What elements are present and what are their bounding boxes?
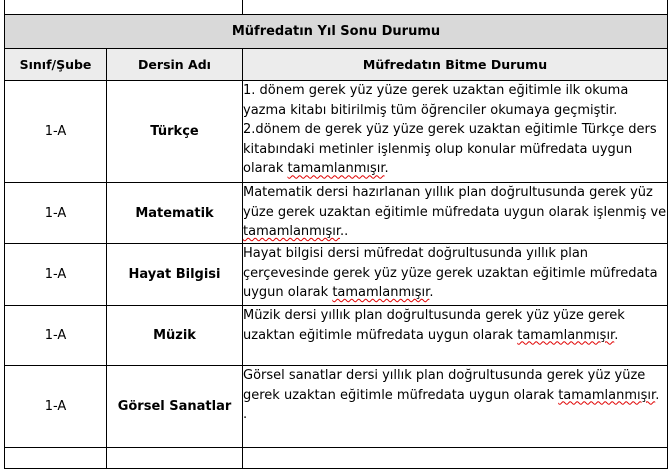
table-row [5, 183, 668, 244]
status-cell [243, 366, 668, 448]
status-cell [243, 244, 668, 306]
status-text: Hayat bilgisi dersi müfredat doğrultusunda yıllık plan çerçevesinde gerek yüz yüze gerek uzaktan eğitimle müfredata uygun olarak [243, 246, 658, 301]
spellcheck-flagged-word: tamamlanmışır [517, 327, 615, 343]
previous-table-row [5, 0, 668, 15]
spellcheck-flagged-word: tamamlanmışır [287, 161, 385, 177]
class-cell: 1-A [5, 306, 107, 366]
status-text: Görsel sanatlar dersi yıllık plan doğrultusunda gerek yüz yüze gerek uzaktan eğitimle müfredata uygun olarak [243, 368, 646, 403]
table-row [5, 81, 668, 183]
status-end: . [429, 285, 434, 301]
header-status: Müfredatın Bitme Durumu [243, 49, 668, 81]
status-cell [243, 183, 668, 244]
status-end: .. [340, 224, 349, 240]
subject-cell: Türkçe [107, 81, 243, 183]
status-text: Müzik dersi yıllık plan doğrultusunda gerek yüz yüze gerek uzaktan eğitimle müfredata uygun olarak [243, 308, 625, 343]
table-row [5, 366, 668, 448]
class-cell: 1-A [5, 244, 107, 306]
class-cell: 1-A [5, 366, 107, 448]
status-extra: . [243, 407, 248, 423]
status-text: 1. dönem gerek yüz yüze gerek uzaktan eğitimle ilk okuma yazma kitabı bitirilmiş tüm öğrenciler okumaya geçmiştir. 2.dönem de gerek yüz yüze gerek uzaktan eğitimle Türkçe ders kitabındaki metinler işlenmiş olup konular müfredata uygun olarak [243, 83, 657, 177]
table-row [5, 306, 668, 366]
spellcheck-flagged-word: tamamlanmışır [558, 387, 656, 403]
class-cell: 1-A [5, 81, 107, 183]
status-end: . [614, 327, 619, 343]
curriculum-status-table [4, 0, 668, 469]
status-cell [243, 81, 668, 183]
spellcheck-flagged-word: tamamlanmışır [332, 285, 430, 301]
subject-cell: Hayat Bilgisi [107, 244, 243, 306]
header-class: Sınıf/Şube [5, 49, 107, 81]
class-cell: 1-A [5, 183, 107, 244]
spellcheck-flagged-word: tamamlanmışır [243, 224, 340, 240]
status-text: Matematik dersi hazırlanan yıllık plan doğrultusunda gerek yüz yüze gerek uzaktan eğitimle müfredata uygun olarak işlenmiş ve [243, 185, 667, 220]
table-row [5, 244, 668, 306]
subject-cell: Görsel Sanatlar [107, 366, 243, 448]
table-row-partial [5, 448, 668, 469]
subject-cell: Matematik [107, 183, 243, 244]
status-cell [243, 306, 668, 366]
table-header-row [5, 49, 668, 81]
header-subject: Dersin Adı [107, 49, 243, 81]
table-title: Müfredatın Yıl Sonu Durumu [5, 15, 668, 49]
table-title-row [5, 15, 668, 49]
subject-cell: Müzik [107, 306, 243, 366]
status-end: . [384, 161, 389, 177]
status-end: . [655, 387, 660, 403]
